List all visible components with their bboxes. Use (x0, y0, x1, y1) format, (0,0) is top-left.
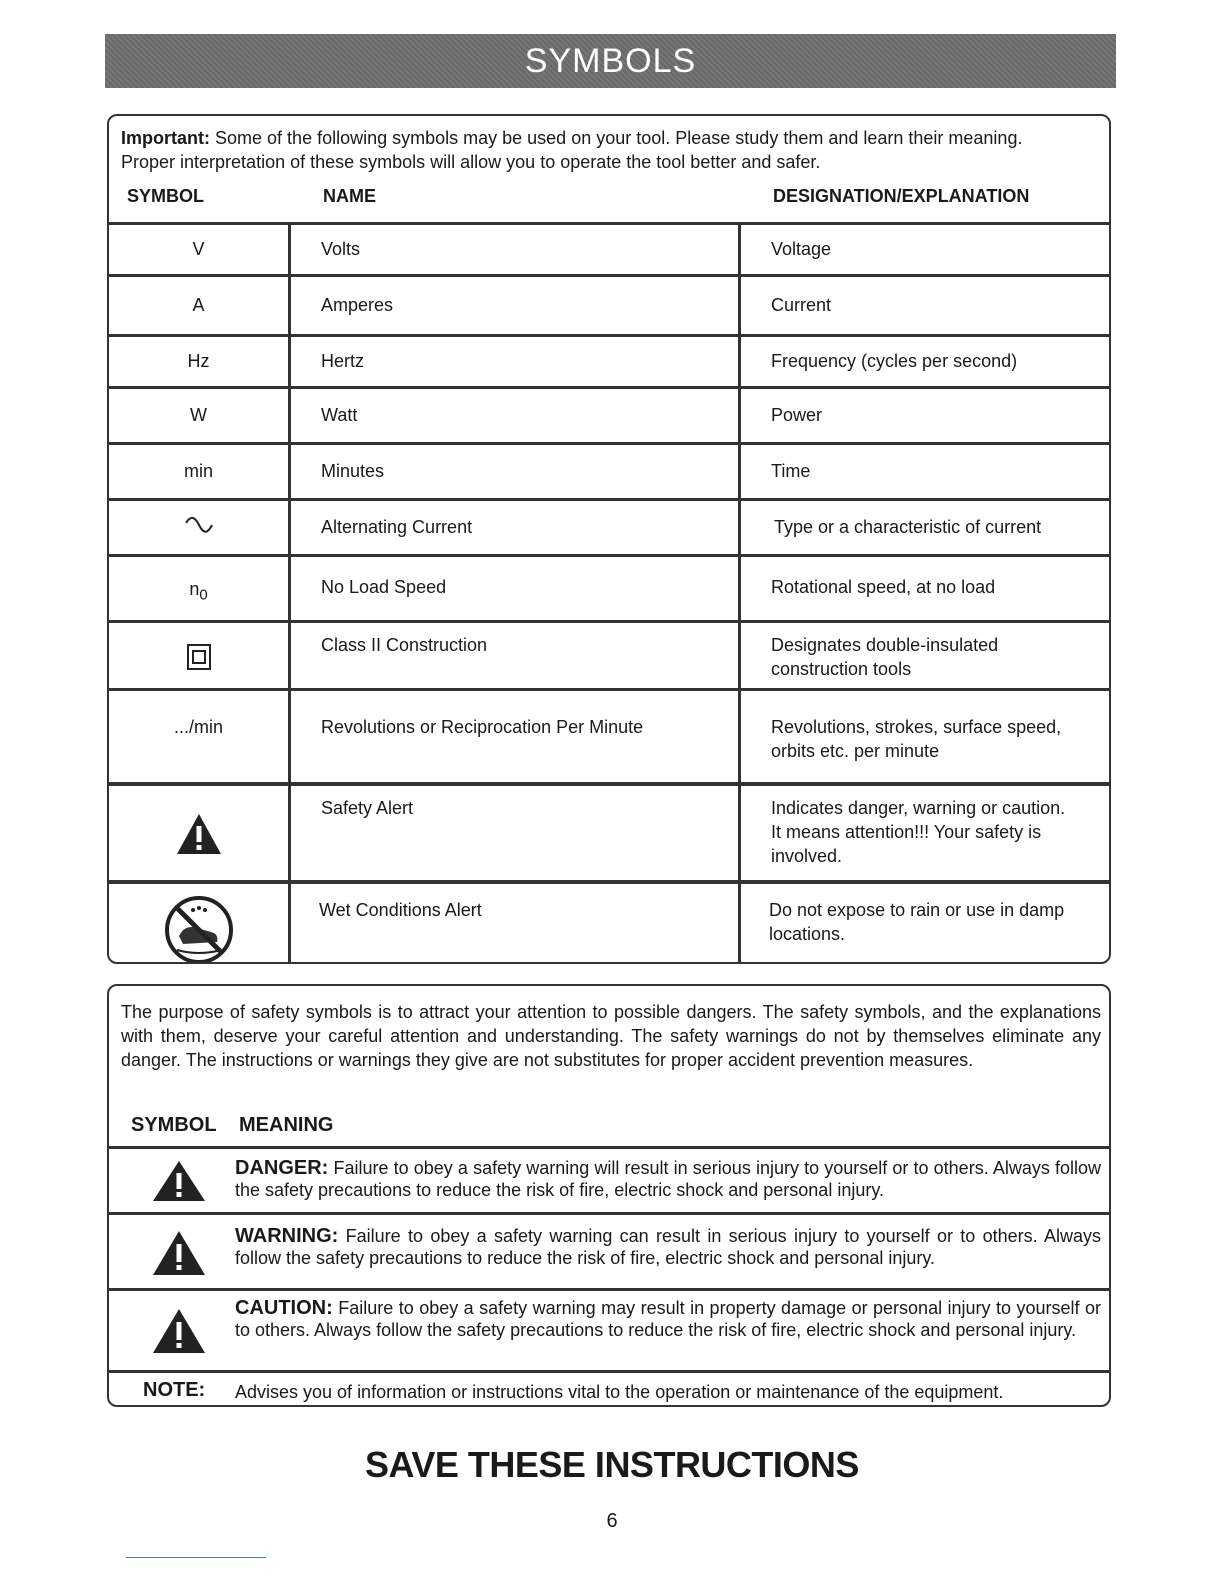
header-designation: DESIGNATION/EXPLANATION (773, 186, 1030, 206)
name-cell: No Load Speed (291, 557, 741, 620)
meaning-header-symbol: SYMBOL (131, 1114, 217, 1136)
designation-line-2: locations. (769, 924, 846, 944)
note-row (109, 1370, 1109, 1407)
warning-text (235, 1225, 1101, 1269)
designation-line-2: construction tools (771, 659, 912, 679)
symbols-banner (105, 34, 1116, 88)
table-row (109, 442, 1109, 498)
safety-meanings-box (107, 984, 1111, 1407)
header-name: NAME (323, 186, 376, 206)
name-cell: Revolutions or Reciprocation Per Minute (291, 691, 741, 782)
intro-important-label: Important: (121, 128, 210, 148)
designation-cell (741, 786, 1109, 880)
danger-description: Failure to obey a safety warning will result in serious injury to yourself or to others. Always follow the safety precautions to reduce the risk of fire, electric shock and personal injury. (235, 1158, 1101, 1200)
note-label: NOTE: (143, 1379, 206, 1401)
designation-cell: Power (771, 405, 823, 425)
designation-cell: Current (771, 295, 832, 315)
footer-divider (126, 1557, 266, 1558)
intro-line-2: Proper interpretation of these symbols will allow you to operate the tool better and safer. (121, 152, 821, 172)
name-cell: Safety Alert (291, 786, 741, 880)
symbol-cell: W (109, 389, 291, 442)
caution-label: CAUTION: (235, 1297, 333, 1319)
danger-label: DANGER: (235, 1157, 329, 1179)
designation-cell: Rotational speed, at no load (771, 577, 996, 597)
name-cell: Watt (291, 389, 741, 442)
symbol-cell (109, 623, 291, 688)
table-row (109, 620, 1109, 688)
table-row (109, 554, 1109, 620)
designation-cell: Frequency (cycles per second) (771, 351, 1018, 371)
designation-cell (741, 623, 1109, 688)
name-cell: Volts (291, 225, 741, 274)
danger-row (109, 1146, 1109, 1212)
table-row (109, 880, 1109, 964)
purpose-paragraph: The purpose of safety symbols is to attract your attention to possible dangers. The safety symbols, and the explanations with them, deserve your careful attention and understanding. The safety warnings do not by themselves eliminate any danger. The instructions or warnings they give are not substitutes for proper accident prevention measures. (121, 1002, 1101, 1070)
symbol-cell: V (109, 225, 291, 274)
no-load-speed-subscript: 0 (199, 586, 208, 604)
safety-alert-icon (175, 812, 223, 856)
caution-row (109, 1288, 1109, 1370)
symbol-cell: min (109, 445, 291, 498)
alternating-current-icon (183, 515, 215, 535)
symbol-cell (109, 884, 291, 964)
meaning-header-meaning: MEANING (239, 1114, 334, 1136)
table-row (109, 334, 1109, 386)
designation-line-1: Revolutions, strokes, surface speed, (771, 717, 1062, 737)
wet-conditions-icon (163, 894, 235, 964)
designation-line-2: orbits etc. per minute (771, 741, 940, 761)
name-cell: Wet Conditions Alert (291, 884, 741, 964)
designation-line-1: Indicates danger, warning or caution. (771, 798, 1066, 818)
symbol-cell: .../min (109, 691, 291, 782)
table-row (109, 386, 1109, 442)
designation-cell: Type or a characteristic of current (774, 517, 1042, 537)
name-cell: Amperes (291, 277, 741, 334)
banner-title: SYMBOLS (524, 41, 697, 80)
table-row (109, 782, 1109, 880)
danger-text (235, 1157, 1101, 1201)
page-number: 6 (606, 1510, 618, 1532)
designation-cell: Voltage (771, 239, 832, 259)
warning-alert-icon (151, 1229, 207, 1277)
table-row (109, 498, 1109, 554)
symbols-table-box (107, 114, 1111, 964)
no-load-speed-symbol: n (189, 579, 200, 599)
symbol-cell (109, 501, 291, 554)
designation-cell: Time (771, 461, 811, 481)
designation-line-1: Do not expose to rain or use in damp (769, 900, 1065, 920)
symbol-cell (109, 557, 291, 620)
class-ii-construction-icon (186, 643, 212, 671)
designation-cell (741, 691, 1109, 782)
table-row (109, 688, 1109, 782)
table-row (109, 222, 1109, 274)
warning-label: WARNING: (235, 1225, 339, 1247)
designation-line-2: It means attention!!! Your safety is (771, 822, 1042, 842)
name-cell: Hertz (291, 337, 741, 386)
intro-line-1: Some of the following symbols may be used on your tool. Please study them and learn their meaning. (215, 128, 1023, 148)
symbol-cell: A (109, 277, 291, 334)
designation-line-3: involved. (771, 846, 843, 866)
warning-row (109, 1212, 1109, 1288)
name-cell: Alternating Current (291, 501, 741, 554)
caution-alert-icon (151, 1307, 207, 1355)
danger-alert-icon (151, 1159, 207, 1203)
name-cell: Minutes (291, 445, 741, 498)
name-cell: Class II Construction (291, 623, 741, 688)
designation-line-1: Designates double-insulated (771, 635, 999, 655)
caution-text (235, 1297, 1101, 1341)
header-symbol: SYMBOL (127, 186, 205, 206)
note-text: Advises you of information or instructions vital to the operation or maintenance of the equipment. (235, 1382, 1004, 1402)
designation-cell (741, 884, 1109, 964)
symbol-cell: Hz (109, 337, 291, 386)
save-instructions-heading: SAVE THESE INSTRUCTIONS (365, 1444, 859, 1485)
intro-text (121, 126, 1106, 174)
table-row (109, 274, 1109, 334)
warning-description: Failure to obey a safety warning can result in serious injury to yourself or to others. Always follow the safety precautions to reduce the risk of fire, electric shock and personal injury. (235, 1226, 1101, 1268)
symbol-cell (109, 786, 291, 880)
caution-description: Failure to obey a safety warning may result in property damage or personal injury to yourself or to others. Always follow the safety precautions to reduce the risk of fire, electric shock and personal injury. (235, 1298, 1101, 1340)
